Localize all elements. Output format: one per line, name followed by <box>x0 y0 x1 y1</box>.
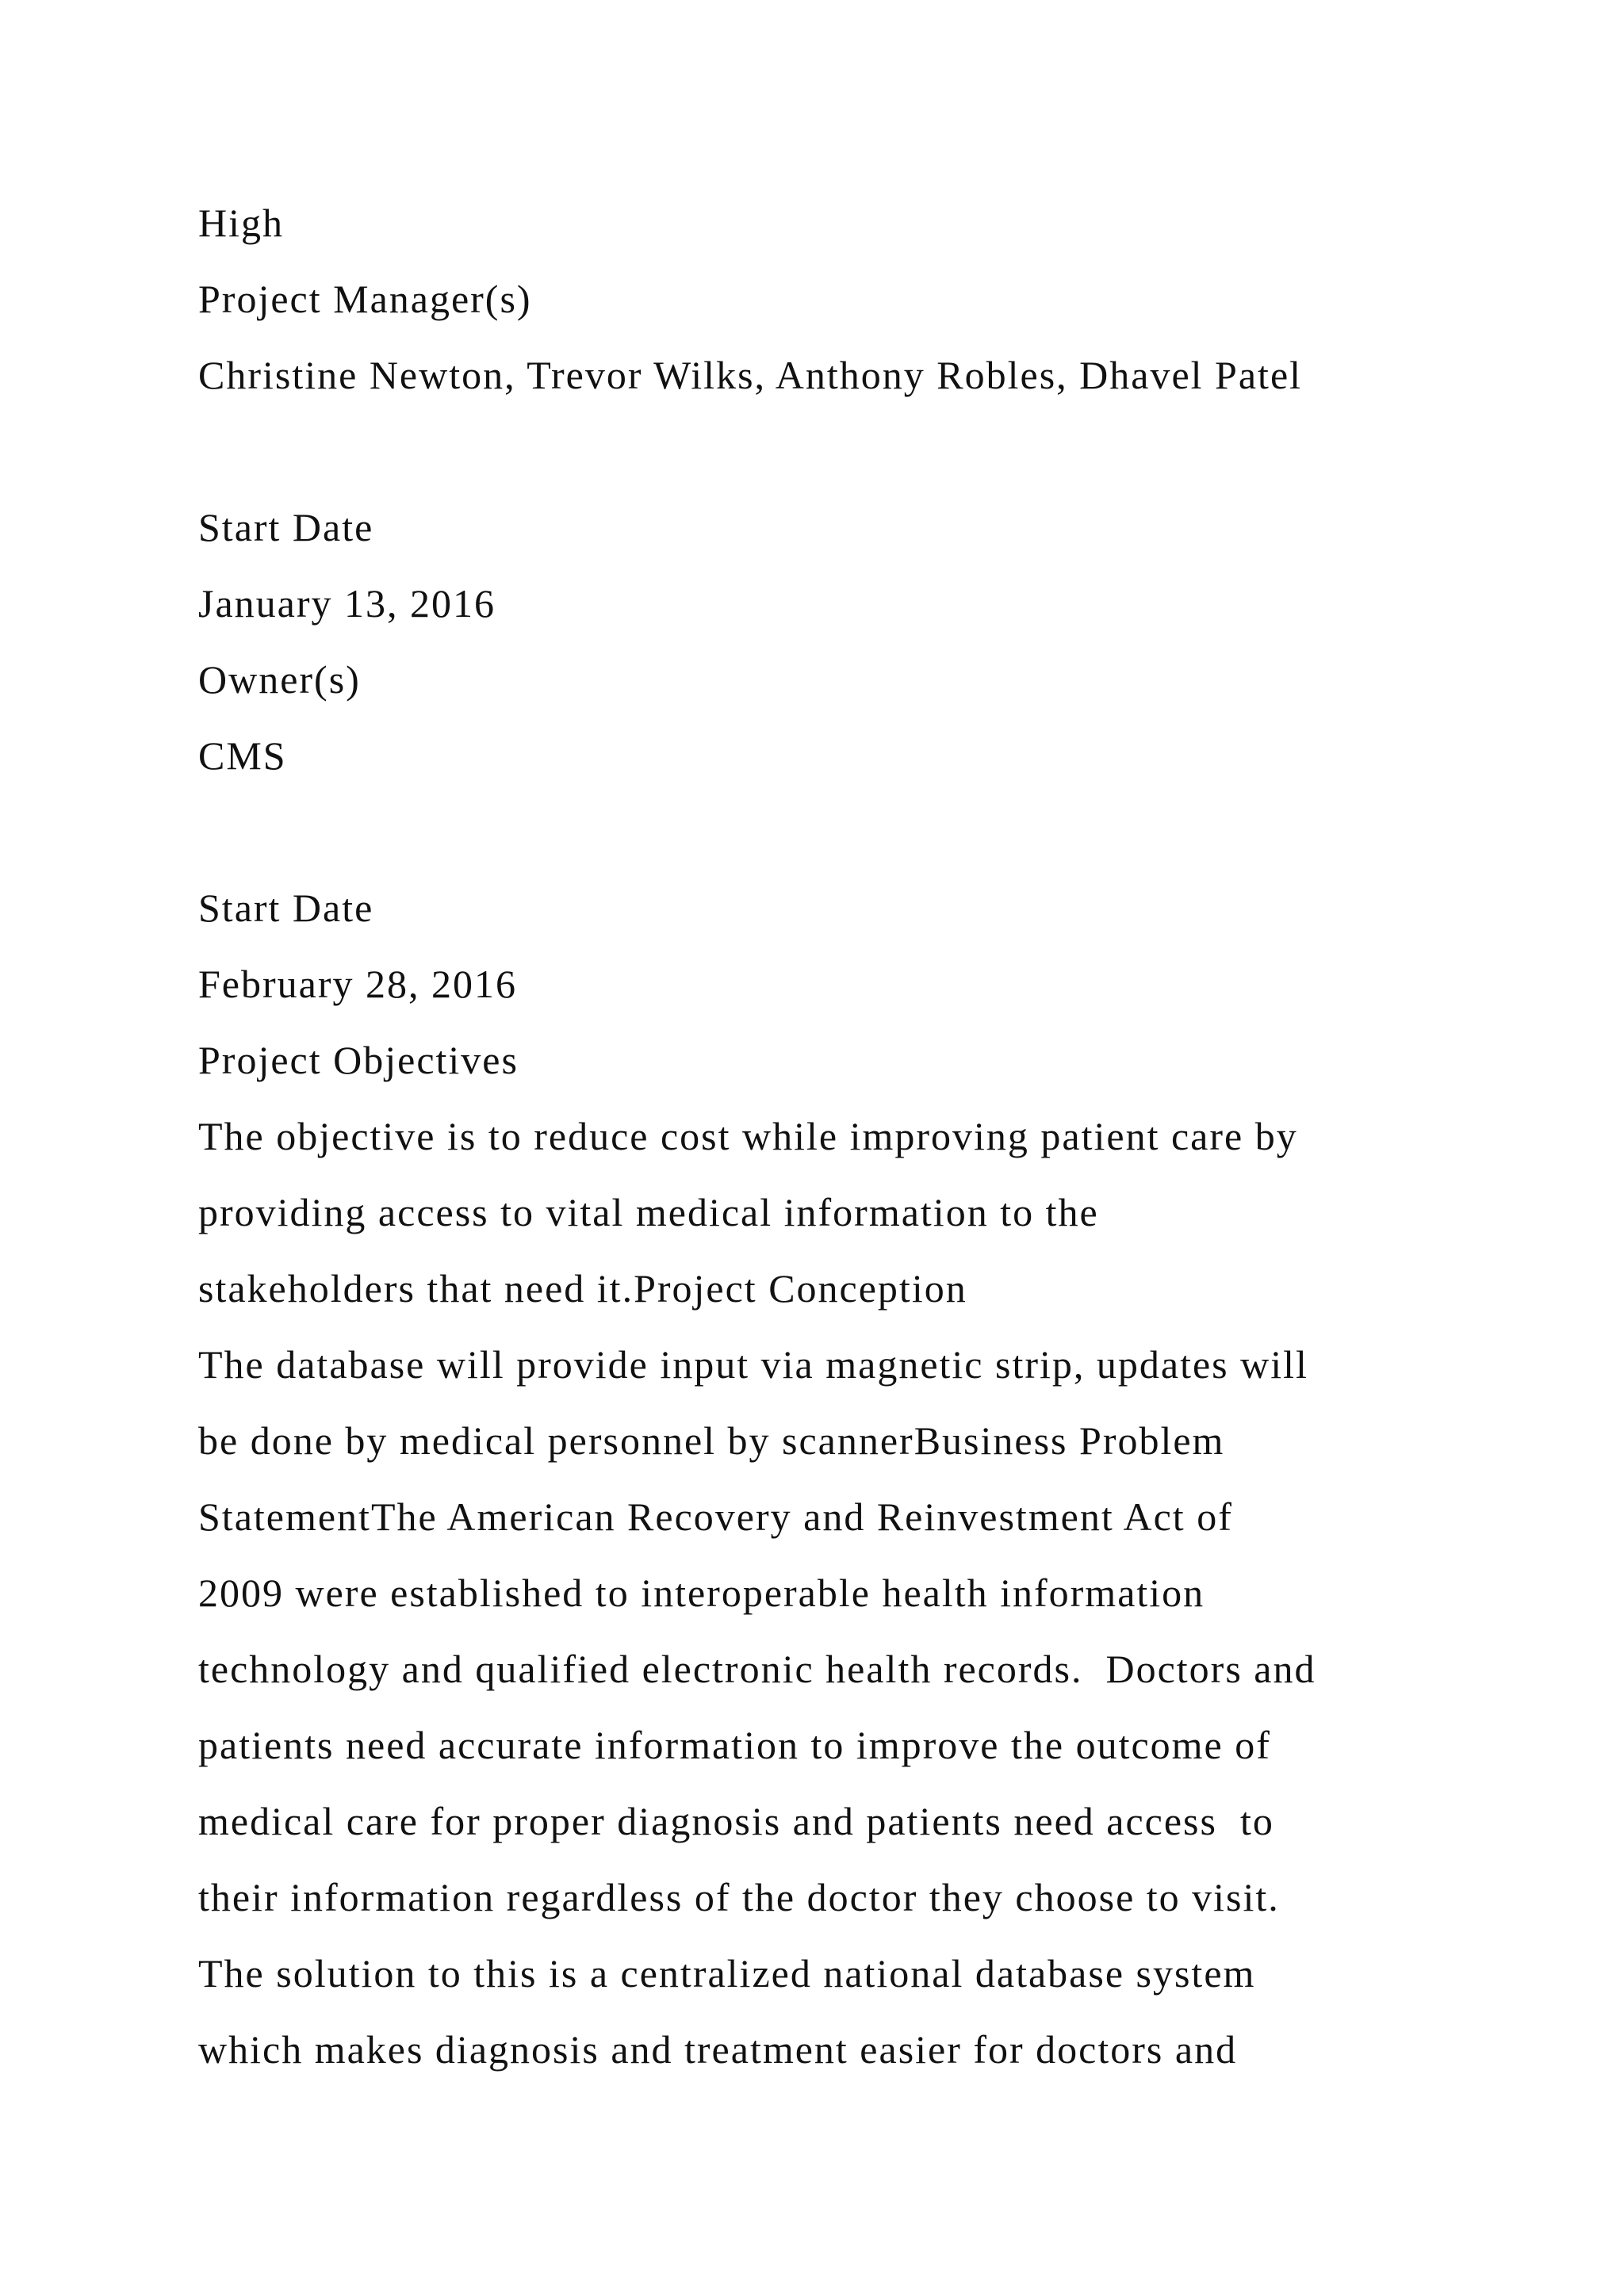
body-line: medical care for proper diagnosis and patients need access to <box>198 1799 1274 1843</box>
body-line: The database will provide input via magnetic strip, updates will <box>198 1342 1308 1387</box>
owners-value: CMS <box>198 733 287 778</box>
body-line: which makes diagnosis and treatment easier for doctors and <box>198 2027 1238 2072</box>
blank-line <box>198 799 1467 875</box>
body-line: The solution to this is a centralized national database system <box>198 1951 1256 1996</box>
body-line: be done by medical personnel by scannerBusiness Problem <box>198 1418 1225 1463</box>
body-line: patients need accurate information to improve the outcome of <box>198 1723 1271 1767</box>
start-date-label: Start Date <box>198 505 374 549</box>
project-managers-value: Christine Newton, Trevor Wilks, Anthony Robles, Dhavel Patel <box>198 353 1303 397</box>
project-managers-label: Project Manager(s) <box>198 277 532 321</box>
owners-label: Owner(s) <box>198 657 361 702</box>
body-line: The objective is to reduce cost while improving patient care by <box>198 1114 1298 1158</box>
project-objectives-heading: Project Objectives <box>198 1038 519 1082</box>
document-body <box>198 190 1467 2093</box>
body-line: providing access to vital medical information to the <box>198 1190 1099 1234</box>
blank-line <box>198 419 1467 495</box>
body-line: technology and qualified electronic health records. Doctors and <box>198 1647 1316 1691</box>
body-line: 2009 were established to interoperable health information <box>198 1571 1205 1615</box>
body-line: StatementThe American Recovery and Reinvestment Act of <box>198 1494 1233 1539</box>
priority-value: High <box>198 201 284 245</box>
body-line: stakeholders that need it.Project Conception <box>198 1266 967 1311</box>
start-date-value: January 13, 2016 <box>198 581 496 626</box>
start-date-value-2: February 28, 2016 <box>198 962 517 1006</box>
body-line: their information regardless of the doctor they choose to visit. <box>198 1875 1280 1919</box>
start-date-label-2: Start Date <box>198 886 374 930</box>
